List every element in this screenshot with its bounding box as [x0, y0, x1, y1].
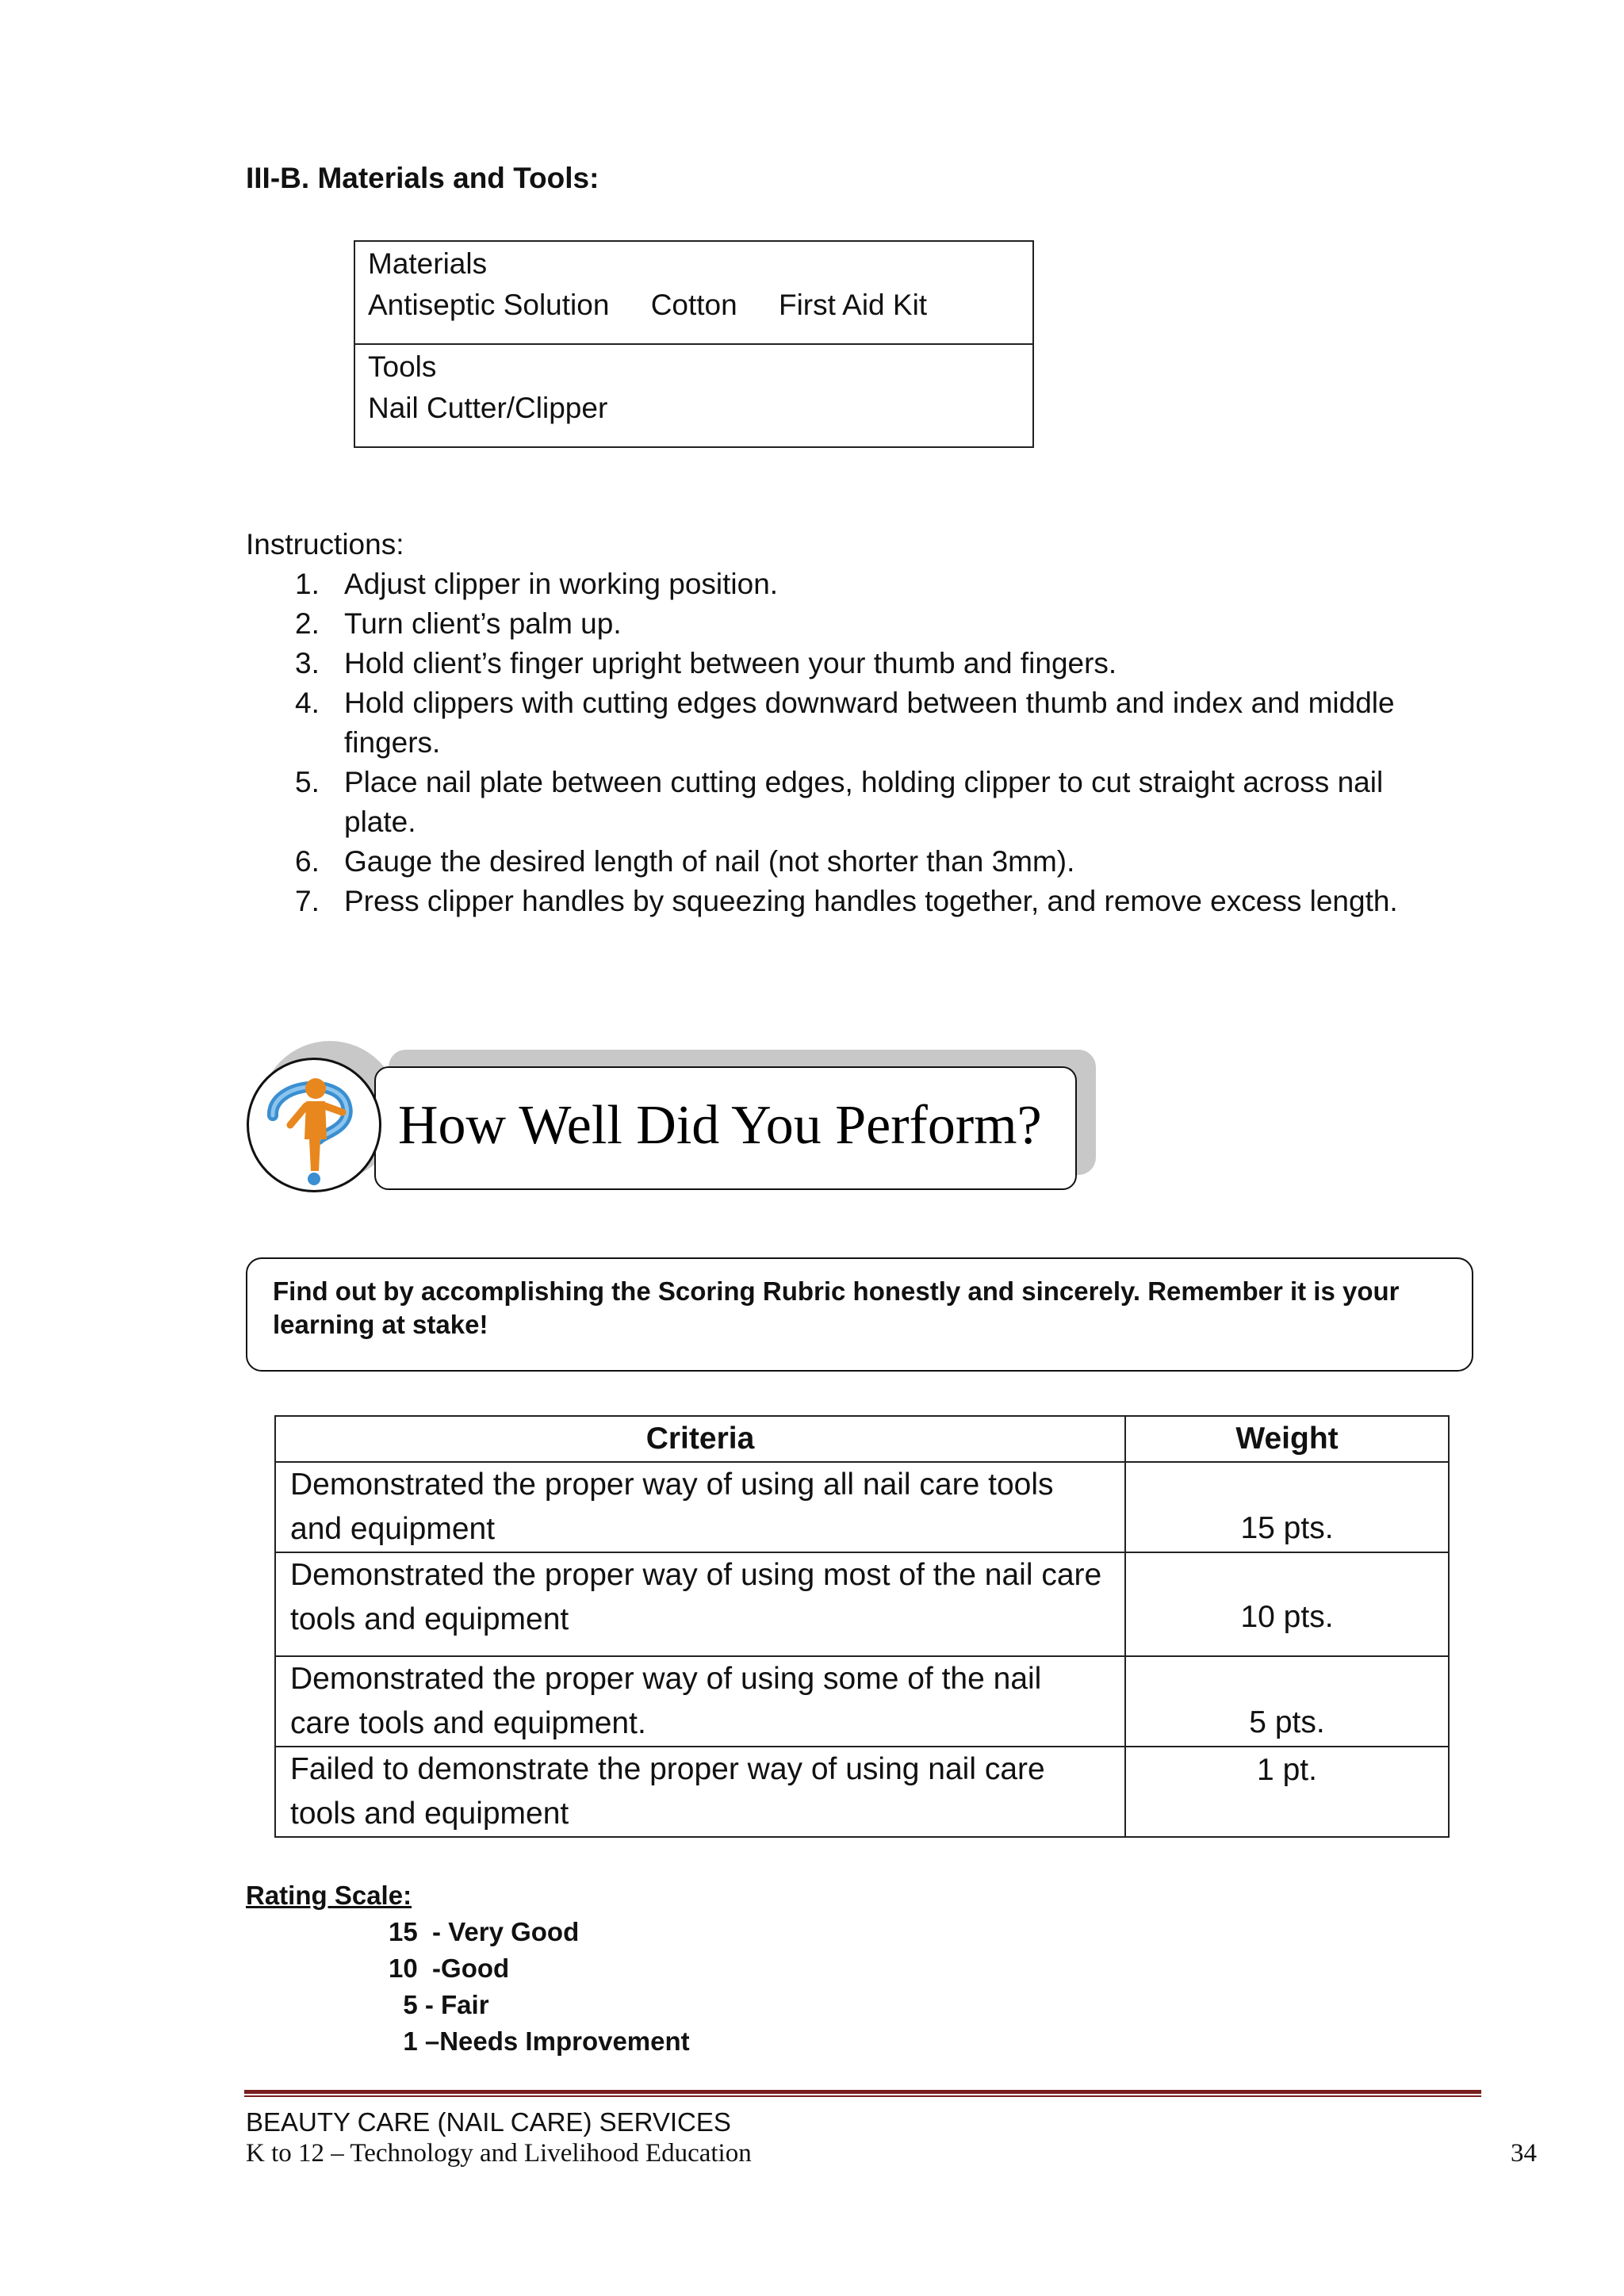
question-mark-figure-icon: [249, 1060, 379, 1190]
step-number: 2.: [295, 607, 320, 640]
list-item: [246, 604, 1451, 644]
list-item: [246, 882, 1451, 921]
weight-cell: 1 pt.: [1125, 1747, 1449, 1837]
materials-label: Materials: [368, 247, 488, 280]
step-number: 4.: [295, 687, 320, 719]
list-item: [246, 644, 1451, 683]
instructions-list: [246, 564, 1451, 921]
tools-cell: [354, 344, 1033, 447]
criteria-cell: Failed to demonstrate the proper way of using nail care tools and equipment: [275, 1747, 1125, 1837]
step-text: Adjust clipper in working position.: [344, 568, 779, 600]
step-number: 1.: [295, 568, 320, 600]
criteria-cell: Demonstrated the proper way of using most of the nail care tools and equipment: [275, 1552, 1125, 1656]
tool-item: Nail Cutter/Clipper: [368, 392, 608, 424]
rating-item: 15 - Very Good: [389, 1917, 580, 1946]
step-number: 3.: [295, 647, 320, 679]
icon-circle: [247, 1058, 381, 1192]
rating-item: 1 –Needs Improvement: [389, 2026, 690, 2056]
tools-label: Tools: [368, 350, 437, 383]
materials-tools-table: [354, 240, 1034, 448]
material-item: First Aid Kit: [778, 289, 928, 321]
step-text: Press clipper handles by squeezing handles together, and remove excess length.: [344, 885, 1398, 917]
scoring-rubric-table: [274, 1415, 1450, 1838]
step-text: Gauge the desired length of nail (not shorter than 3mm).: [344, 845, 1075, 878]
step-text: Hold client’s finger upright between your thumb and fingers.: [344, 647, 1117, 679]
footer-rule-thin: [244, 2095, 1481, 2097]
table-row: [275, 1656, 1449, 1747]
rating-item: 5 - Fair: [389, 1990, 489, 2019]
material-item: Cotton: [650, 289, 737, 321]
criteria-header: Criteria: [275, 1416, 1125, 1462]
step-text: Place nail plate between cutting edges, holding clipper to cut straight across nail plate.: [344, 766, 1384, 838]
callout-box: Find out by accomplishing the Scoring Rubric honestly and sincerely. Remember it is your learning at stake!: [246, 1257, 1473, 1372]
material-item: Antiseptic Solution: [368, 289, 610, 321]
instructions-title: Instructions:: [246, 528, 404, 561]
materials-items: [368, 285, 1020, 326]
footer-subtitle: K to 12 – Technology and Livelihood Education: [246, 2139, 752, 2168]
section-heading: III-B. Materials and Tools:: [246, 162, 599, 194]
list-item: [246, 683, 1451, 763]
page-number: 34: [1511, 2139, 1537, 2168]
list-item: [246, 763, 1451, 842]
step-text: Hold clippers with cutting edges downward between thumb and index and middle fingers.: [344, 687, 1395, 759]
table-row: [275, 1462, 1449, 1552]
list-item: [246, 564, 1451, 604]
list-item: [246, 842, 1451, 882]
weight-cell: 10 pts.: [1125, 1552, 1449, 1656]
step-number: 7.: [295, 885, 320, 917]
step-number: 6.: [295, 845, 320, 878]
criteria-cell: Demonstrated the proper way of using some of the nail care tools and equipment.: [275, 1656, 1125, 1747]
rating-item: 10 -Good: [389, 1954, 510, 1983]
table-row: [275, 1747, 1449, 1837]
materials-cell: [354, 241, 1033, 344]
banner-title: How Well Did You Perform?: [398, 1095, 1042, 1156]
weight-header: Weight: [1125, 1416, 1449, 1462]
rating-scale-list: [389, 1914, 690, 2060]
footer-rule: [244, 2090, 1481, 2094]
criteria-cell: Demonstrated the proper way of using all nail care tools and equipment: [275, 1462, 1125, 1552]
footer-title: BEAUTY CARE (NAIL CARE) SERVICES: [246, 2107, 731, 2137]
weight-cell: 15 pts.: [1125, 1462, 1449, 1552]
weight-cell: 5 pts.: [1125, 1656, 1449, 1747]
rating-scale-title: Rating Scale:: [246, 1881, 412, 1910]
step-number: 5.: [295, 766, 320, 798]
table-row: [275, 1552, 1449, 1656]
step-text: Turn client’s palm up.: [344, 607, 622, 640]
